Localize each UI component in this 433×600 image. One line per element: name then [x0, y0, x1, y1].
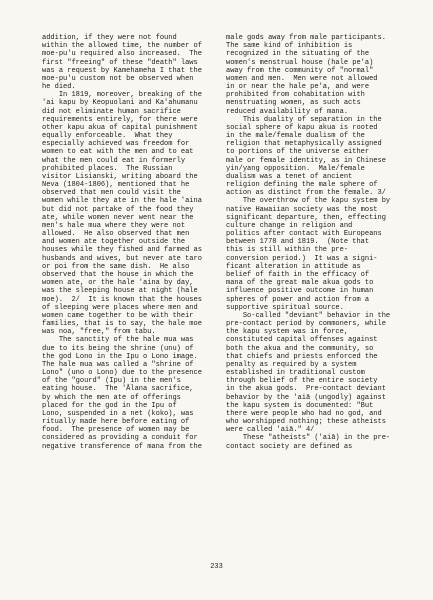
- text-line: action as distinct from the female. 3/: [226, 189, 386, 198]
- text-line: moe). 2/ It is known that the houses: [42, 295, 202, 304]
- text-line: women and men. Men were not allowed: [226, 74, 378, 83]
- text-line: did not eliminate human sacrifice: [42, 107, 181, 116]
- text-line: The hale mua was called a "shrine of: [42, 360, 194, 369]
- text-line: prohibited places. The Russian: [42, 164, 173, 173]
- text-line: the kapu system is documented: "But: [226, 401, 374, 410]
- text-line: politics after contact with Europeans: [226, 230, 382, 239]
- text-line: spheres of power and action from a: [226, 295, 370, 304]
- page-number: 233: [210, 563, 223, 571]
- text-line: 'ai kapu by Keopuolani and Ka'ahumanu: [42, 99, 198, 108]
- text-line: in or near the hale pe'a, and were: [226, 83, 370, 92]
- text-line: away from the community of "normal": [226, 66, 374, 75]
- text-line: contact society are defined as: [226, 442, 353, 451]
- text-line: this is still within the pre-: [226, 246, 349, 255]
- text-line: reduced availability of mana.: [226, 107, 349, 116]
- text-line: other kapu akua of capital punishment: [42, 123, 198, 132]
- text-line: but did not partake of the food they: [42, 205, 194, 214]
- text-line: families, that is to say, the hale moe: [42, 320, 202, 329]
- text-line: especially achieved was freedom for: [42, 140, 190, 149]
- text-line: was the sleeping house at night (hale: [42, 287, 198, 296]
- text-line: was a request by Kamehameha I that the: [42, 66, 202, 75]
- text-line: allowed. He also observed that men: [42, 230, 190, 239]
- text-line: The overthrow of the kapu system by: [226, 197, 391, 206]
- text-line: was noa, "free," from tabu.: [42, 328, 156, 337]
- text-line: prohibited from cohabitation with: [226, 91, 365, 100]
- text-line: The same kind of inhibition is: [226, 42, 353, 51]
- text-line: These "atheists" ('aiā) in the pre-: [226, 434, 391, 443]
- text-line: male or female identity, as in Chinese: [226, 156, 386, 165]
- text-line: mana of the great male akua gods to: [226, 279, 374, 288]
- text-line: culture change in religion and: [226, 221, 353, 230]
- text-line: women ate, or the hale 'aina by day,: [42, 279, 194, 288]
- text-line: negative transference of mana from the: [42, 442, 202, 451]
- text-line: recognized in the situating of the: [226, 50, 370, 59]
- text-line: considered as providing a conduit for: [42, 434, 198, 443]
- text-line: male gods away from male participants.: [226, 34, 386, 42]
- text-line: requirements entirely, for there were: [42, 115, 198, 124]
- text-line: conversion period.) It was a signi-: [226, 254, 378, 263]
- text-line: social sphere of kapu akua is rooted: [226, 123, 378, 132]
- text-line: observed that the house in which the: [42, 270, 194, 279]
- text-line: within the allowed time, the number of: [42, 42, 202, 51]
- text-line: native Hawaiian society was the most: [226, 205, 378, 214]
- text-line: that chiefs and priests enforced the: [226, 352, 378, 361]
- text-line: he died.: [42, 83, 76, 92]
- text-line: Lono" (uno o Lono) due to the presence: [42, 369, 202, 378]
- text-line: placed for the god in the Ipu of: [42, 401, 177, 410]
- text-line: established in traditional custom: [226, 369, 365, 378]
- text-line: to portions of the universe either: [226, 148, 370, 157]
- text-line: food. The presence of women may be: [42, 426, 190, 435]
- text-line: who worshipped nothing; these atheists: [226, 418, 386, 427]
- text-line: women came together to be with their: [42, 311, 194, 320]
- text-line: the god Lono in the Ipu o Lono image.: [42, 352, 198, 361]
- text-line: eating house. The 'Ālana sacrifice,: [42, 385, 194, 394]
- text-line: what the men could eat in formerly: [42, 156, 186, 165]
- text-line: the kapu system was in force,: [226, 328, 349, 337]
- text-line: constituted capital offenses against: [226, 336, 378, 345]
- text-line: there were people who had no god, and: [226, 409, 382, 418]
- text-line: religion defining the male sphere of: [226, 181, 378, 190]
- text-line: in the akua gods. Pre-contact deviant: [226, 385, 386, 394]
- text-line: were called 'aiā." 4/: [226, 426, 315, 435]
- text-line: Lono, suspended in a net (koko), was: [42, 409, 194, 418]
- text-line: significant departure, then, effecting: [226, 213, 386, 222]
- text-line: through belief of the entire society: [226, 377, 378, 386]
- text-line: due to its being the shrine (unu) of: [42, 344, 194, 353]
- text-line: The sanctity of the hale mua was: [42, 336, 194, 345]
- text-line: supportive spiritual source.: [226, 303, 344, 312]
- text-line: penalty as required by a system: [226, 360, 357, 369]
- text-line: yin/yang opposition. Male/female: [226, 164, 365, 173]
- text-line: both the akua and the community, so: [226, 344, 374, 353]
- text-line: first "freeing" of these "death" laws: [42, 58, 198, 67]
- text-line: influence positive outcome in human: [226, 287, 374, 296]
- text-line: Neva (1804-1806), mentioned that he: [42, 181, 190, 190]
- text-line: in the male/female dualism of the: [226, 132, 365, 141]
- left-column: [42, 34, 214, 451]
- text-line: women to eat with the men and to eat: [42, 148, 194, 157]
- text-line: So-called "deviant" behavior in the: [226, 311, 391, 320]
- text-line: belief of faith in the efficacy of: [226, 270, 370, 279]
- text-line: of sleeping were places where men and: [42, 303, 198, 312]
- text-line: between 1778 and 1819. (Note that: [226, 238, 370, 247]
- text-line: addition, if they were not found: [42, 34, 177, 42]
- text-line: moe-pu'u required also increased. The: [42, 50, 202, 59]
- text-line: or poi from the same dish. He also: [42, 262, 190, 271]
- text-line: ficant alteration in attitude as: [226, 262, 361, 271]
- text-line: and women ate together outside the: [42, 238, 186, 247]
- text-line: observed that men could visit the: [42, 189, 181, 198]
- text-line: This duality of separation in the: [226, 115, 382, 124]
- text-line: ate, while women never went near the: [42, 213, 194, 222]
- text-line: women's menstrual house (hale pe'a): [226, 58, 374, 67]
- text-line: husbands and wives, but never ate taro: [42, 254, 202, 263]
- text-line: pre-contact period by commoners, while: [226, 320, 386, 329]
- text-line: menstruating women, as such acts: [226, 99, 361, 108]
- text-line: by which the men ate of offerings: [42, 393, 181, 402]
- text-line: women while they ate in the hale 'aina: [42, 197, 202, 206]
- text-line: ritually made here before eating of: [42, 418, 190, 427]
- text-line: men's hale mua where they were not: [42, 221, 186, 230]
- text-line: religion that metaphysically assigned: [226, 140, 382, 149]
- text-line: In 1819, moreover, breaking of the: [42, 91, 202, 100]
- text-line: of the "gourd" (Ipu) in the men's: [42, 377, 181, 386]
- text-line: visitor Lisianski, writing aboard the: [42, 172, 198, 181]
- text-line: houses while they fished and farmed as: [42, 246, 202, 255]
- text-line: behavior by the 'aiā (ungodly) against: [226, 393, 386, 402]
- text-line: equally enforceable. What they: [42, 132, 173, 141]
- text-line: moe-pu'u custom not be observed when: [42, 74, 194, 83]
- right-column: [226, 34, 402, 451]
- text-line: dualism was a tenet of ancient: [226, 172, 353, 181]
